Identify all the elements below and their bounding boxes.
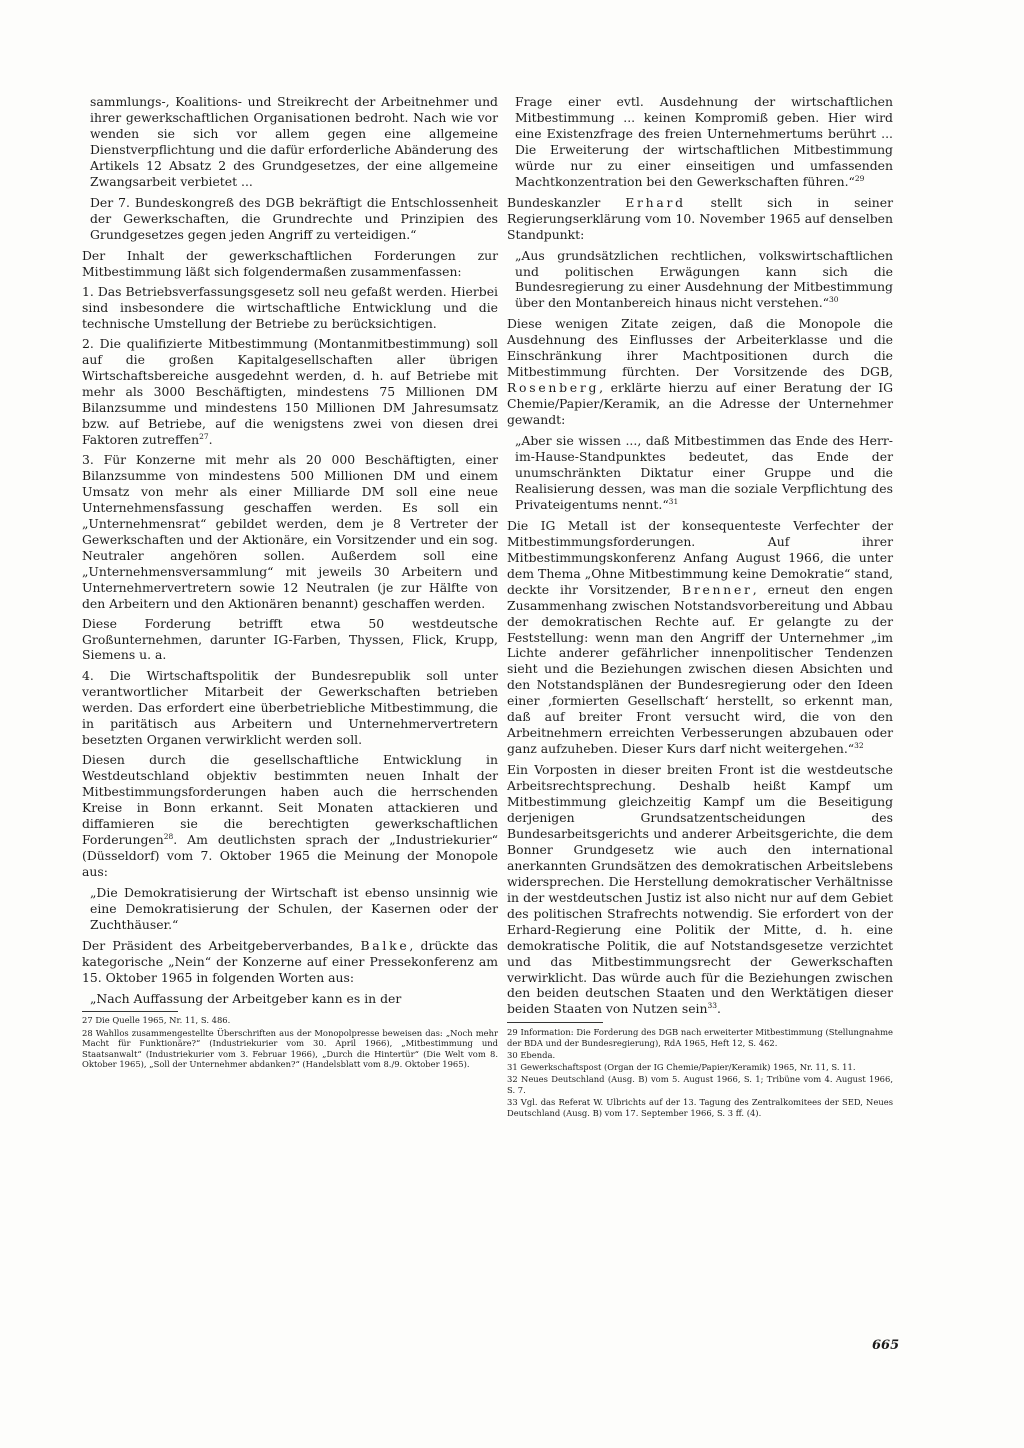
body-paragraph: Bundeskanzler Erhard stellt sich in seiner Regierungserklärung vom 10. November 1965 auf denselben Standpunkt: <box>507 194 894 242</box>
footnote: 32 Neues Deutschland (Ausg. B) vom 5. August 1966, S. 1; Tribüne vom 4. August 1966, S. 7. <box>507 1074 893 1095</box>
numbered-paragraph: 2. Die qualifizierte Mitbestimmung (Montanmitbestimmung) soll auf die großen Kapitalgesellschaften aller übrigen Wirtschaftsbereiche ausgedehnt werden, d. h. auf Betriebe mit mehr als 3000 Beschäftigten, mindestens 75 Millionen DM Bilanzsumme und mindestens 150 Millionen DM Jahresumsatz bzw. auf Betriebe, auf die wenigstens zwei von diesen drei Faktoren zutreffen$^{27}$. <box>82 336 498 448</box>
footnote-ref: 32 <box>854 741 864 751</box>
footnote: 29 Information: Die Forderung des DGB nach erweiterter Mitbestimmung (Stellungnahme der BDA und der Bundesregierung), RdA 1965, Heft 12, S. 462. <box>507 1027 893 1048</box>
spaced-name: Balke <box>360 937 410 953</box>
left-column <box>82 94 498 1071</box>
left-footnotes <box>82 1015 498 1069</box>
left-body <box>82 94 498 1006</box>
quote-paragraph: „Die Demokratisierung der Wirtschaft ist ebenso unsinnig wie eine Demokratisierung der Schulen, der Kasernen oder der Zuchthäuser.“ <box>90 884 498 932</box>
body-paragraph: Der Präsident des Arbeitgeberverbandes, Balke, drückte das kategorische „Nein“ der Konzerne auf einer Pressekonferenz am 15. Oktober 1965 in folgenden Worten aus: <box>82 937 498 985</box>
footnote: 28 Wahllos zusammengestellte Überschriften aus der Monopolpresse beweisen das: „Noch mehr Macht für Funktionäre?“ (Industriekurier vom 30. April 1966), „Mitbestimmung und Staatsanwalt“ (Industriekurier vom 3. Februar 1966), „Durch die Hintertür“ (Die Welt vom 8. Oktober 1965), „Soll der Unternehmer abdanken?“ (Handelsblatt vom 8./9. Oktober 1965). <box>82 1027 498 1070</box>
footnote-ref: 29 <box>854 173 865 183</box>
numbered-paragraph: 4. Die Wirtschaftspolitik der Bundesrepublik soll unter verantwortlicher Mitarbeit der Gewerkschaften betrieben werden. Das erfordert eine überbetriebliche Mitbestimmung, die in paritätisch aus Arbeitern und Unternehmervertretern besetzten Organen verwirklicht werden soll. <box>82 668 498 748</box>
right-body <box>507 94 893 1017</box>
quote-paragraph: „Aber sie wissen ..., daß Mitbestimmen das Ende des Herr-im-Hause-Standpunktes bedeutet, das Ende der unumschränkten Diktatur einer Gruppe und die Realisierung dessen, was man die soziale Verpflichtung des Privateigentums nennt.“$^{31}$ <box>515 433 893 512</box>
numbered-paragraph: 3. Für Konzerne mit mehr als 20 000 Beschäftigten, einer Bilanzsumme von mindestens 500 Millionen DM und einem Umsatz von mehr als einer Milliarde DM soll eine neue Unternehmensfassung geschaffen werden. Es soll ein „Unternehmensrat“ gebildet werden, dem je 8 Vertreter der Gewerkschaften und der Aktionäre, ein Vorsitzender und ein sog. Neutraler angehören sollen. Außerdem soll eine „Unternehmensversammlung“ mit jeweils 30 Arbeitern und Unternehmervertretern sowie 12 Neutralen (je zur Hälfte von den Arbeitern und den Aktionären benannt) geschaffen werden. <box>82 452 498 611</box>
page-number: 665 <box>872 1338 900 1353</box>
quote-paragraph: sammlungs-, Koalitions- und Streikrecht der Arbeitnehmer und ihrer gewerkschaftlichen Organisationen bedroht. Nach wie vor wenden sie sich vor allem gegen eine allgemeine Dienstverpflichtung und die dafür erforderliche Abänderung des Artikels 12 Absatz 2 des Grundgesetzes, der eine allgemeine Zwangsarbeit verbietet ... <box>90 94 498 189</box>
spaced-name: Brenner <box>682 581 753 597</box>
spaced-name: Erhard <box>625 194 686 210</box>
numbered-paragraph: 1. Das Betriebsverfassungsgesetz soll neu gefaßt werden. Hierbei sind insbesondere die wirtschaftliche Entwicklung und die technische Umstellung der Betriebe zu berücksichtigen. <box>82 284 498 332</box>
footnote: 30 Ebenda. <box>507 1050 556 1061</box>
footnote: 31 Gewerkschaftspost (Organ der IG Chemie/Papier/Keramik) 1965, Nr. 11, S. 11. <box>507 1062 856 1073</box>
body-paragraph: Diese wenigen Zitate zeigen, daß die Monopole die Ausdehnung des Einflusses der Arbeiterklasse und die Einschränkung ihrer Machtpositionen durch die Mitbestimmung fürchten. Der Vorsitzende des DGB, Rosenberg, erklärte hierzu auf einer Beratung der IG Chemie/Papier/Keramik, an die Adresse der Unternehmer gewandt: <box>507 316 893 428</box>
footnote-ref: 30 <box>828 295 839 305</box>
footnote-divider <box>507 1022 603 1023</box>
footnote-ref: 27 <box>199 432 209 442</box>
right-footnotes <box>507 1027 893 1118</box>
body-paragraph: Die IG Metall ist der konsequenteste Verfechter der Mitbestimmungsforderungen. Auf ihrer Mitbestimmungskonferenz Anfang August 1966, die unter dem Thema „Ohne Mitbestimmung keine Demokratie“ stand, deckte ihr Vorsitzender, Brenner, erneut den engen Zusammenhang zwischen Notstandsvorbereitung und Abbau der demokratischen Rechte auf. Er gelangte zu der Feststellung: wenn man den Angriff der Unternehmer „im Lichte anderer gefährlicher innenpolitischer Tendenzen sieht und die Beziehungen zwischen diesen Absichten und den Notstandsplänen der Bundesregierung oder den Ideen einer ‚formierten Gesellschaft‘ herstellt, so erkennt man, daß auf breiter Front versucht wird, die von den Arbeitnehmern erreichten Verbesserungen abzubauen oder ganz aufzuheben. Dieser Kurs darf nicht weitergehen.“$^{32}$ <box>507 517 893 757</box>
body-paragraph: Diese Forderung betrifft etwa 50 westdeutsche Großunternehmen, darunter IG-Farben, Thyssen, Flick, Krupp, Siemens u. a. <box>82 615 498 663</box>
body-paragraph: Der Inhalt der gewerkschaftlichen Forderungen zur Mitbestimmung läßt sich folgendermaßen zusammenfassen: <box>82 247 498 279</box>
quote-paragraph: Frage einer evtl. Ausdehnung der wirtschaftlichen Mitbestimmung ... keinen Kompromiß geben. Hier wird eine Existenzfrage des freien Unternehmertums berührt ... Die Erweiterung der wirtschaftlichen Mitbestimmung würde nur zu einer einseitigen und umfassenden Machtkonzentration bei den Gewerkschaften führen.“$^{29}$ <box>515 94 893 189</box>
right-column <box>507 94 893 1120</box>
quote-paragraph: Der 7. Bundeskongreß des DGB bekräftigt die Entschlossenheit der Gewerkschaften, die Grundrechte und Prinzipien des Grundgesetzes gegen jeden Angriff zu verteidigen.“ <box>90 194 498 242</box>
footnote-ref: 33 <box>707 1001 718 1011</box>
footnote-divider <box>82 1011 178 1012</box>
footnote-ref: 28 <box>163 831 174 841</box>
body-paragraph: Ein Vorposten in dieser breiten Front ist die westdeutsche Arbeitsrechtsprechung. Deshalb heißt Kampf um Mitbestimmung gleichzeitig Kampf um die Beseitigung derjenigen Grundsatzentscheidungen des Bundesarbeitsgerichts und anderer Arbeitsgerichte, die dem Bonner Grundgesetz wie auch den international anerkannten Grundsätzen des demokratischen Arbeitslebens widersprechen. Die Herstellung demokratischer Verhältnisse in der westdeutschen Justiz ist also nicht nur auf dem Gebiet des politischen Strafrechts notwendig. Sie erfordert von der Erhard-Regierung eine Politik der Mitte, d. h. eine demokratische Politik, die auf Notstandsgesetze verzichtet und das Mitbestimmungsrecht der Gewerkschaften verwirklicht. Das würde auch für die Beziehungen zwischen den beiden deutschen Staaten und den Werktätigen dieser beiden Staaten von Nutzen sein$^{33}$. <box>507 762 893 1017</box>
footnote-ref: 31 <box>668 496 679 506</box>
footnote: 33 Vgl. das Referat W. Ulbrichts auf der 13. Tagung des Zentralkomitees der SED, Neues Deutschland (Ausg. B) vom 17. September 1966, S. 3 ff. (4). <box>507 1096 893 1118</box>
footnote: 27 Die Quelle 1965, Nr. 11, S. 486. <box>82 1015 231 1026</box>
quote-paragraph: „Nach Auffassung der Arbeitgeber kann es in der <box>90 990 402 1006</box>
body-paragraph: Diesen durch die gesellschaftliche Entwicklung in Westdeutschland objektiv bestimmten neuen Inhalt der Mitbestimmungsforderungen haben auch die herrschenden Kreise in Bonn erkannt. Seit Monaten attackieren und diffamieren sie die berechtigten gewerkschaftlichen Forderungen$^{28}$. Am deutlichsten sprach der „Industriekurier“ (Düsseldorf) vom 7. Oktober 1965 die Meinung der Monopole aus: <box>82 752 498 879</box>
spaced-name: Rosenberg <box>507 380 600 396</box>
quote-paragraph: „Aus grundsätzlichen rechtlichen, volkswirtschaftlichen und politischen Erwägungen kann sich die Bundesregierung zu einer Ausdehnung der Mitbestimmung über den Montanbereich hinaus nicht verstehen.“$^{30}$ <box>515 247 893 311</box>
